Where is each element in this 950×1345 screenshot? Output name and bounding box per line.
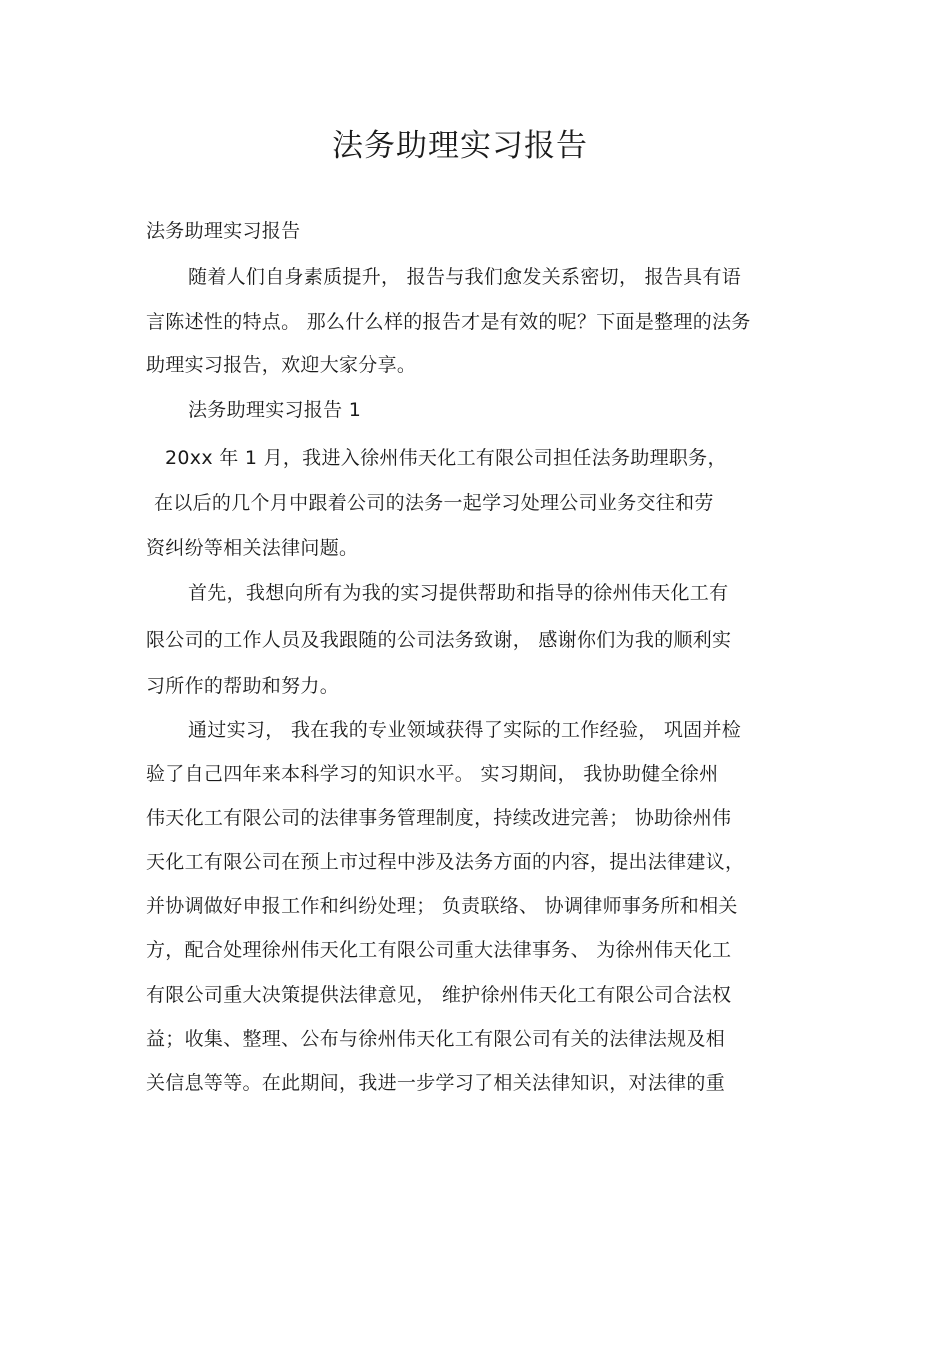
subtitle-line: 法务助理实习报告 [146, 220, 301, 242]
body-line: 伟天化工有限公司的法律事务管理制度，持续改进完善； 协助徐州伟 [146, 807, 732, 829]
section-heading: 法务助理实习报告 1 [188, 399, 362, 421]
body-line: 并协调做好申报工作和纠纷处理； 负责联络、 协调律师事务所和相关 [146, 895, 738, 917]
document-title: 法务助理实习报告 [332, 128, 588, 164]
body-line: 随着人们自身素质提升， 报告与我们愈发关系密切， 报告具有语 [188, 266, 742, 288]
body-line: 益；收集、整理、公布与徐州伟天化工有限公司有关的法律法规及相 [146, 1028, 726, 1050]
body-line: 验了自己四年来本科学习的知识水平。 实习期间， 我协助健全徐州 [146, 763, 719, 785]
body-line: 在以后的几个月中跟着公司的法务一起学习处理公司业务交往和劳 [154, 492, 714, 514]
body-line: 限公司的工作人员及我跟随的公司法务致谢， 感谢你们为我的顺利实 [146, 629, 732, 651]
body-line: 首先，我想向所有为我的实习提供帮助和指导的徐州伟天化工有 [188, 582, 729, 604]
body-line: 有限公司重大决策提供法律意见， 维护徐州伟天化工有限公司合法权 [146, 984, 732, 1006]
body-line: 习所作的帮助和努力。 [146, 675, 340, 697]
body-line: 方，配合处理徐州伟天化工有限公司重大法律事务、 为徐州伟天化工 [146, 939, 732, 961]
body-line: 天化工有限公司在预上市过程中涉及法务方面的内容，提出法律建议， [146, 851, 745, 873]
body-line: 20xx 年 1 月，我进入徐州伟天化工有限公司担任法务助理职务， [165, 447, 727, 469]
body-line: 通过实习， 我在我的专业领域获得了实际的工作经验， 巩固并检 [188, 719, 742, 741]
body-line: 关信息等等。在此期间，我进一步学习了相关法律知识，对法律的重 [146, 1072, 726, 1094]
body-line: 资纠纷等相关法律问题。 [146, 537, 359, 559]
body-line: 助理实习报告，欢迎大家分享。 [146, 354, 417, 376]
body-line: 言陈述性的特点。 那么什么样的报告才是有效的呢？下面是整理的法务 [146, 311, 751, 333]
